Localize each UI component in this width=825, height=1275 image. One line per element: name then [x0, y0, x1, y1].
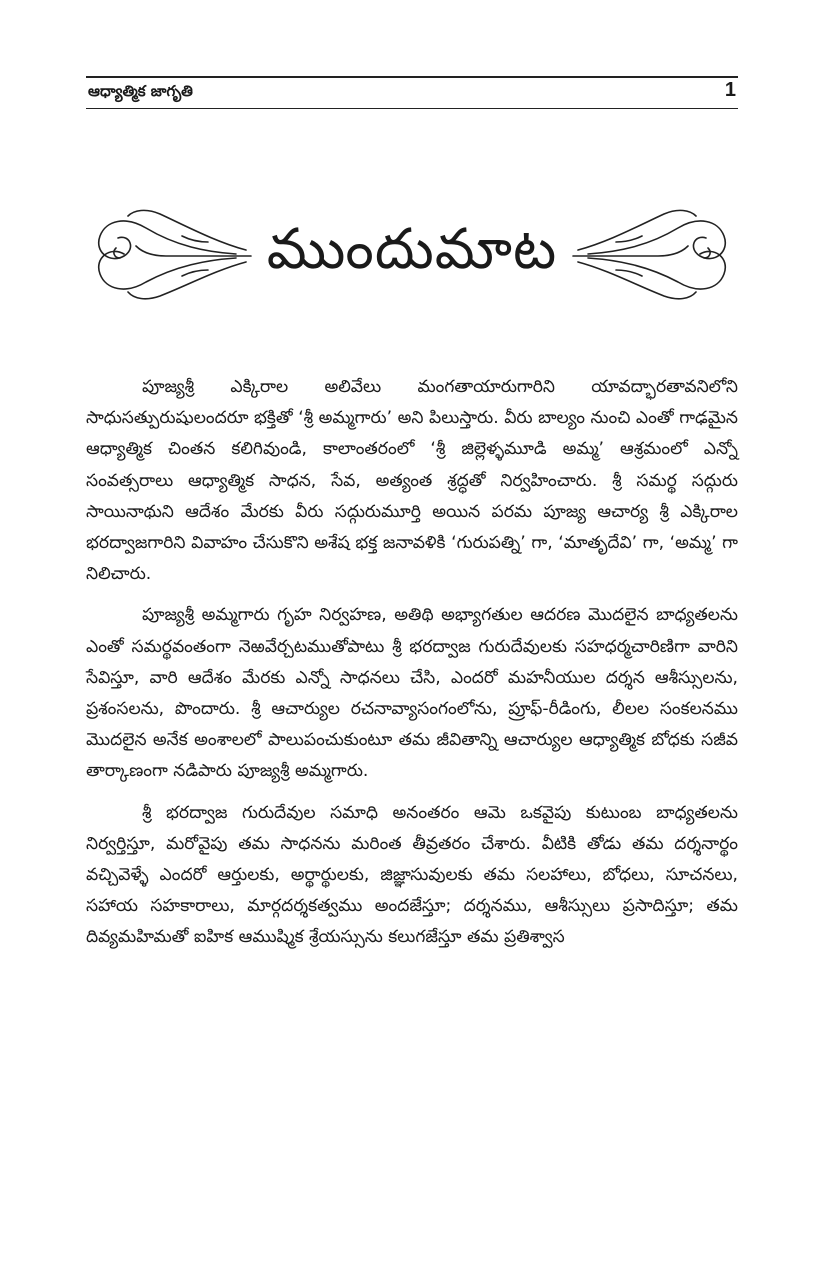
running-header-title: ఆధ్యాత్మిక జాగృతి: [88, 82, 193, 100]
paragraph-2: పూజ్యశ్రీ అమ్మగారు గృహ నిర్వహణ, అతిథి అభ్యాగతుల ఆదరణ మొదలైన బాధ్యతలను ఎంతో సమర్థవంతంగా నెఱవేర్చటముతోపాటు శ్రీ భరద్వాజ గురుదేవులకు సహధర్మచారిణిగా వారిని సేవిస్తూ, వారి ఆదేశం మేరకు ఎన్నో సాధనలు చేసి, ఎందరో మహనీయుల దర్శన ఆశీస్సులను, ప్రశంసలను, పొందారు. శ్రీ ఆచార్యుల రచనావ్యాసంగంలోను, ప్రూఫ్-రీడింగు, లీలల సంకలనము మొదలైన అనేక అంశాలలో పాలుపంచుకుంటూ తమ జీవితాన్ని ఆచార్యుల ఆధ్యాత్మిక బోధకు సజీవ తార్కాణంగా నడిపారు పూజ్యశ్రీ అమ్మగారు.: [86, 605, 738, 782]
chapter-title: ముందుమాట: [266, 217, 558, 282]
running-header: [86, 76, 738, 109]
flourish-ornament-right-icon: [568, 206, 738, 302]
body-text: [86, 372, 738, 964]
chapter-title-block: [86, 200, 738, 312]
paragraph-3: శ్రీ భరద్వాజ గురుదేవుల సమాధి అనంతరం ఆమె ఒకవైపు కుటుంబ బాధ్యతలను నిర్వర్తిస్తూ, మరోవైపు తమ సాధనను మరింత తీవ్రతరం చేశారు. వీటికి తోడు తమ దర్శనార్థం వచ్చివెళ్ళే ఎందరో ఆర్తులకు, అర్థార్థులకు, జిజ్ఞాసువులకు తమ సలహాలు, బోధలు, సూచనలు, సహాయ సహకారాలు, మార్గదర్శకత్వము అందజేస్తూ; దర్శనము, ఆశీస్సులు ప్రసాదిస్తూ; తమ దివ్యమహిమతో ఐహిక ఆముష్మిక శ్రేయస్సును కలుగజేస్తూ తమ ప్రతిశ్వాస: [86, 802, 738, 948]
page-number: 1: [724, 79, 736, 101]
paragraph-1: పూజ్యశ్రీ ఎక్కిరాల అలివేలు మంగతాయారుగారిని యావద్భారతావనిలోని సాధుసత్పురుషులందరూ భక్తితో ‘శ్రీ అమ్మగారు’ అని పిలుస్తారు. వీరు బాల్యం నుంచి ఎంతో గాఢమైన ఆధ్యాత్మిక చింతన కలిగివుండి, కాలాంతరంలో ‘శ్రీ జిల్లెళ్ళమూడి అమ్మ’ ఆశ్రమంలో ఎన్నో సంవత్సరాలు ఆధ్యాత్మిక సాధన, సేవ, అత్యంత శ్రద్ధతో నిర్వహించారు. శ్రీ సమర్థ సద్గురు సాయినాథుని ఆదేశం మేరకు వీరు సద్గురుమూర్తి అయిన పరమ పూజ్య ఆచార్య శ్రీ ఎక్కిరాల భరద్వాజగారిని వివాహం చేసుకొని అశేష భక్త జనావళికి ‘గురుపత్ని’ గా, ‘మాతృదేవి’ గా, ‘అమ్మ’ గా నిలిచారు.: [86, 377, 738, 585]
